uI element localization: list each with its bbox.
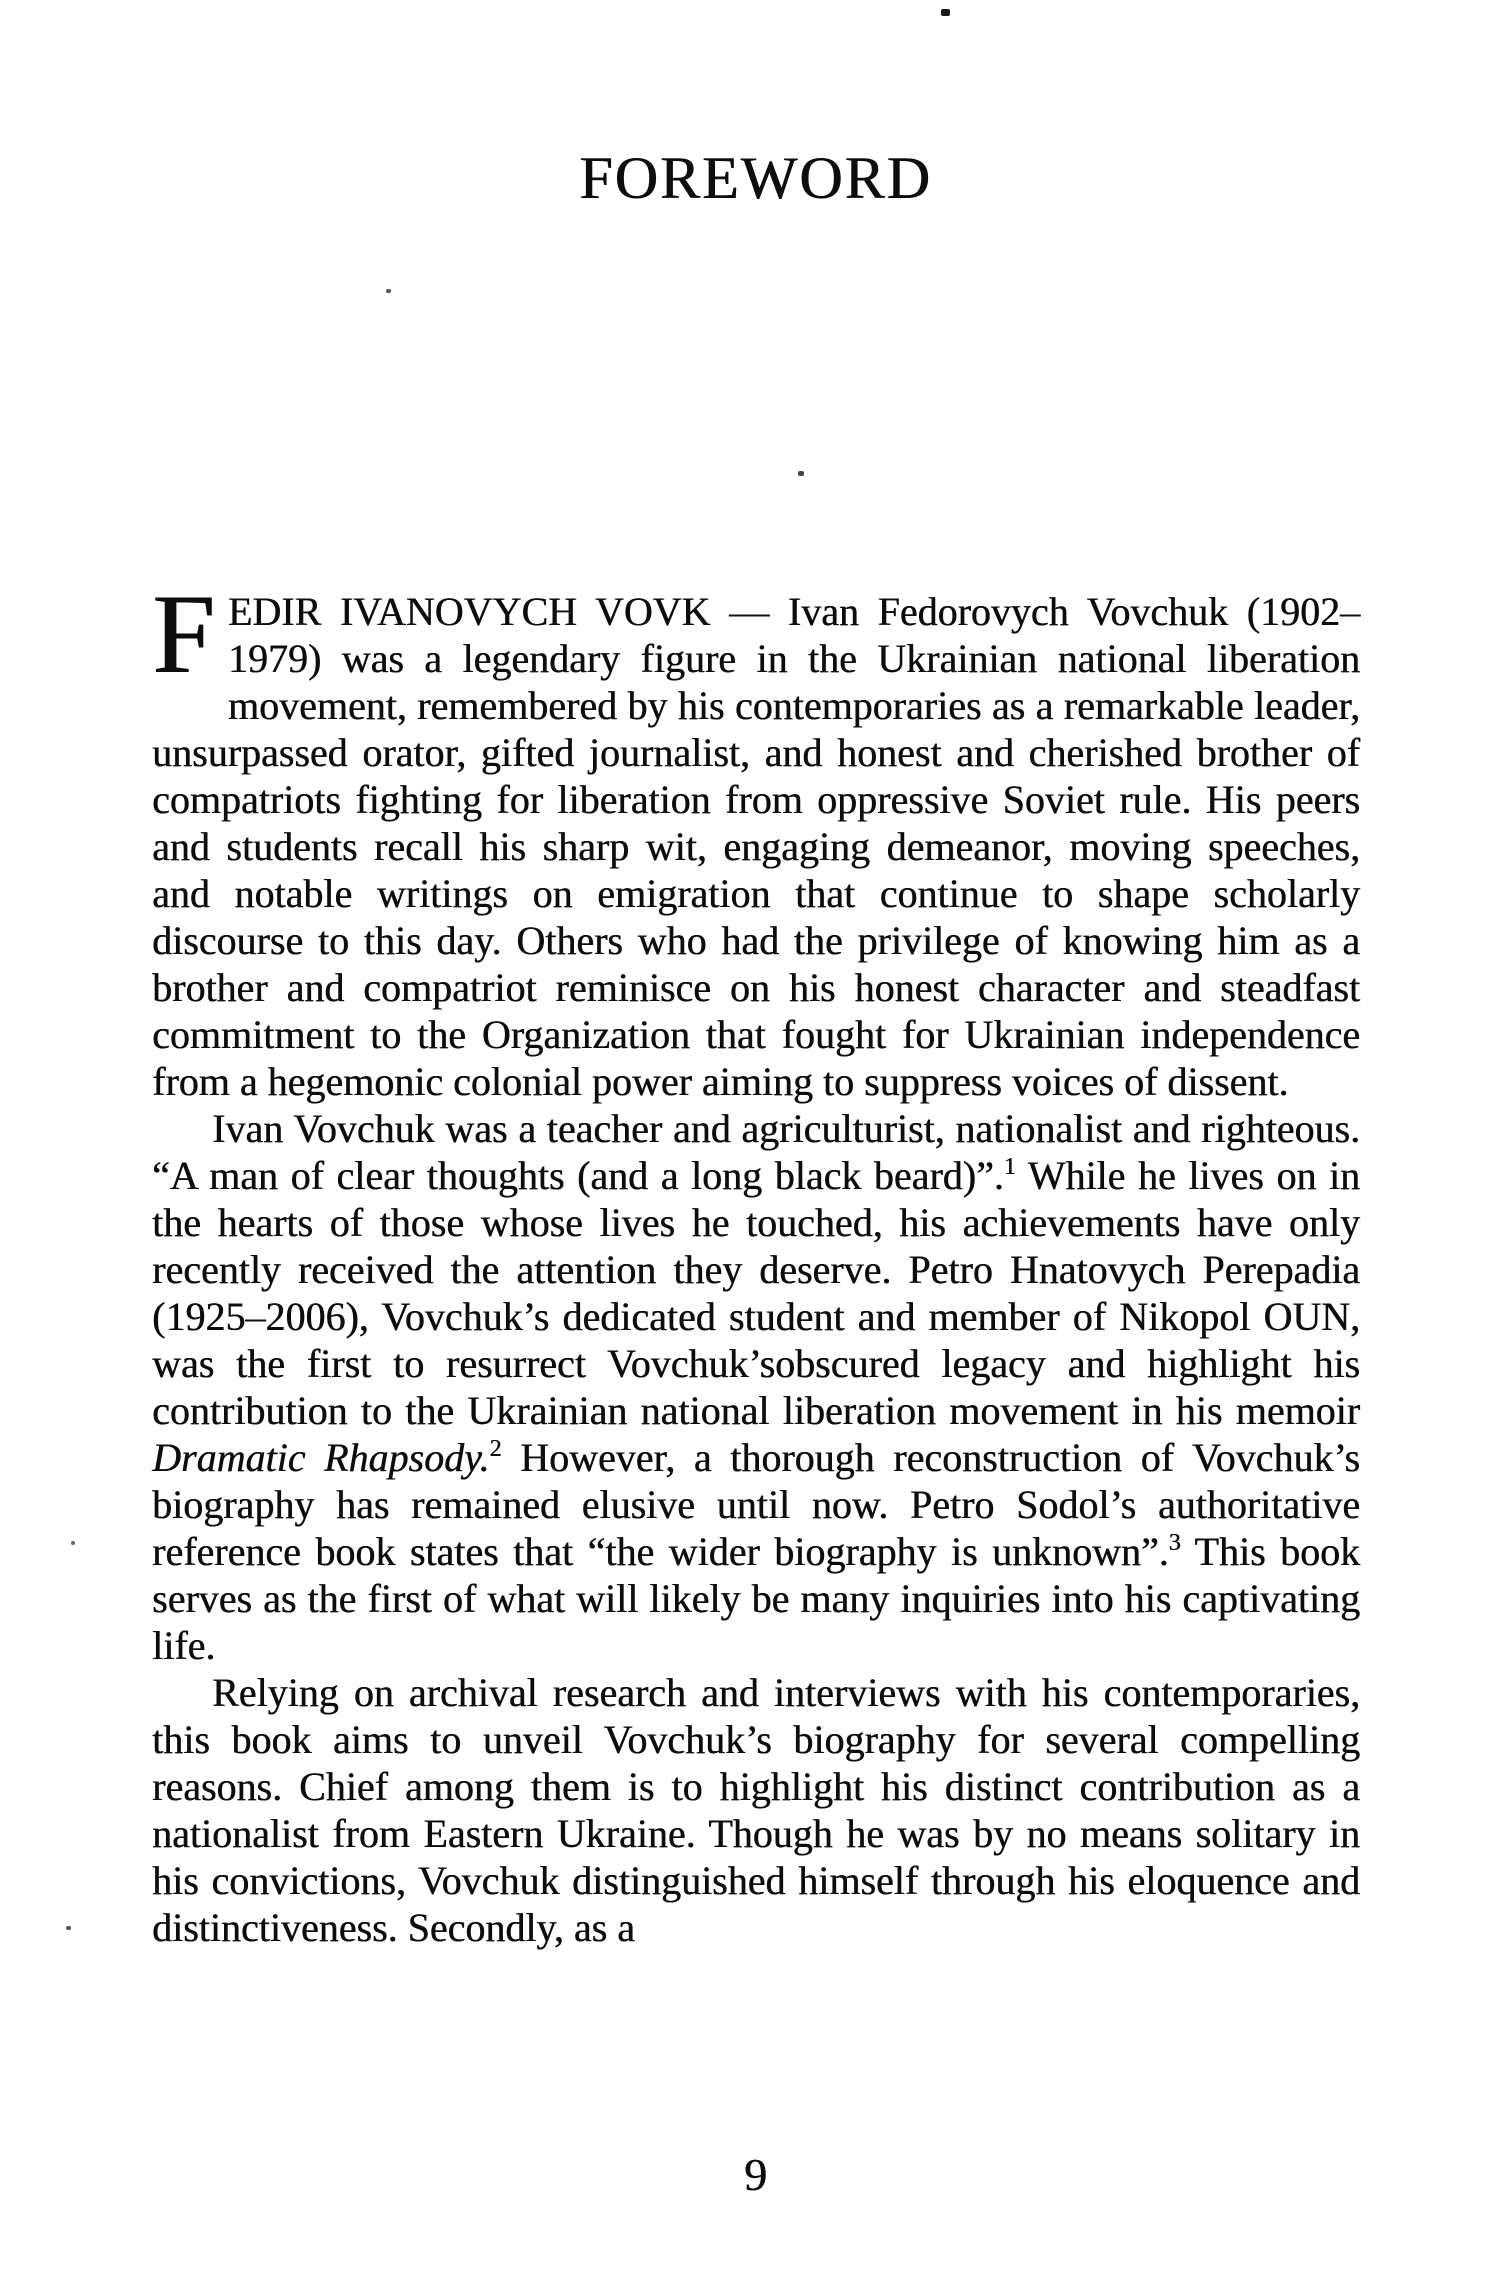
paragraph: Relying on archival research and interviews with his contemporaries, this book aims to unveil Vovchuk’s biography for several compelling reasons. Chief among them is to highlight his distinct contribution as a nationalist from Eastern Ukraine. Though he was by no means solitary in his convictions, Vovchuk distinguished himself through his eloquence and distinctiveness. Secondly, as a [152, 1670, 1360, 1950]
paragraph: Ivan Vovchuk was a teacher and agriculturist, nationalist and righteous. “A man of clear thoughts (and a long black beard)”.$^1$ While he lives on in the hearts of those whose lives he touched, his achievements have only recently received the attention they deserve. Petro Hnatovych Perepadia (1925–2006), Vovchuk’s dedicated student and member of Nikopol OUN, was the first to resurrect Vovchuk’sobscured legacy and highlight his contribution to the Ukrainian national liberation movement in his memoir Dramatic Rhapsody.$^2$ However, a thorough reconstruction of Vovchuk’s biography has remained elusive until now. Petro Sodol’s authoritative reference book states that “the wider biography is unknown”.$^3$ This book serves as the first of what will likely be many inquiries into his captivating life. [152, 1106, 1361, 1668]
scan-speck [66, 1926, 71, 1930]
book-title-italic: Dramatic Rhapsody. [152, 1435, 490, 1480]
scan-speck [941, 9, 950, 16]
paragraph: FEDIR IVANOVYCH VOVK — Ivan Fedorovych Vovchuk (1902–1979) was a legendary figure in the Ukrainian national liberation movement, remembered by his contemporaries as a remarkable leader, unsurpassed orator, gifted journalist, and honest and cherished brother of compatriots fighting for liberation from oppressive Soviet rule. His peers and students recall his sharp wit, engaging demeanor, moving speeches, and notable writings on emigration that continue to shape scholarly discourse to this day. Others who had the privilege of knowing him as a brother and compatriot reminisce on his honest character and steadfast commitment to the Organization that fought for Ukrainian independence from a hegemonic colonial power aiming to suppress voices of dissent. [152, 572, 1360, 1104]
page-number: 9 [744, 2149, 767, 2200]
drop-cap: F [152, 572, 215, 697]
scan-speck [71, 1541, 75, 1545]
scan-speck [798, 471, 804, 476]
foreword-text [152, 572, 1361, 1951]
page-title: FOREWORD [579, 145, 932, 211]
footnote-marker: 1 [1003, 1154, 1016, 1180]
footnote-marker: 3 [1168, 1530, 1181, 1556]
footnote-marker: 2 [489, 1436, 502, 1462]
scan-speck [386, 289, 391, 293]
